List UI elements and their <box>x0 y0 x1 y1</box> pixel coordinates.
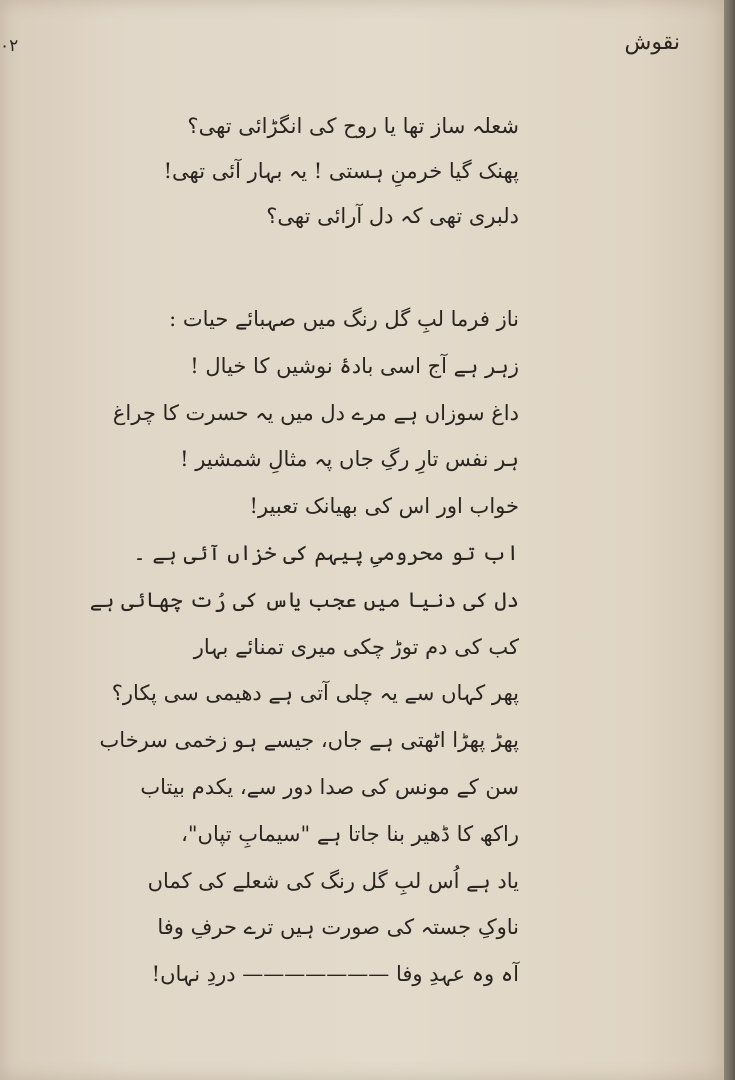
poem-line: خواب اور اس کی بھیانک تعبیر! <box>249 494 519 519</box>
poem-line: دل کی دنیا میں عجب یاس کی رُت چھائی ہے <box>89 587 519 612</box>
poem-line: کب کی دم توڑ چکی میری تمنائے بہار <box>193 634 519 659</box>
poem-line: پھر کہاں سے یہ چلی آتی ہے دھیمی سی پکار؟ <box>111 681 519 706</box>
poem-line: ناوکِ جستہ کی صورت ہیں ترے حرفِ وفا <box>157 915 519 940</box>
poem-line: سن کے مونس کی صدا دور سے، یکدم بیتاب <box>140 774 519 799</box>
poem-line: پھنک گیا خرمنِ ہستی ! یہ بہار آئی تھی! <box>163 159 519 183</box>
poem-line: زہر ہے آج اسی بادۂ نوشیں کا خیال ! <box>190 353 519 378</box>
page-number: ۰۲ <box>0 36 19 56</box>
page-edge <box>724 0 735 1080</box>
poem-stanza-1 <box>163 104 519 239</box>
poem-line: پھڑ پھڑا اٹھتی ہے جاں، جیسے ہو زخمی سرخاب <box>99 728 519 753</box>
poem-line: دلبری تھی کہ دل آرائی تھی؟ <box>266 204 519 228</box>
poem-line: آہ وہ عہدِ وفا ——————— دردِ نہاں! <box>151 962 519 987</box>
poem-line: ناز فرما لبِ گل رنگ میں صہبائے حیات : <box>169 307 519 331</box>
poem-stanza-2 <box>89 296 519 998</box>
poem-line: ہر نفس تارِ رگِ جاں پہ مثالِ شمشیر ! <box>180 447 519 472</box>
poem-line: اب تو محرومیِ پیہم کی خزاں آئی ہے ۔ <box>133 540 519 565</box>
poem-line: راکھ کا ڈھیر بنا جاتا ہے "سیمابِ تپاں"، <box>181 821 519 846</box>
poem-line: شعلہ ساز تھا یا روح کی انگڑائی تھی؟ <box>187 114 519 138</box>
poem-line: یاد ہے اُس لبِ گل رنگ کی شعلے کی کماں <box>147 868 519 893</box>
poem-line: داغ سوزاں ہے مرے دل میں یہ حسرت کا چراغ <box>112 400 519 425</box>
running-head: نقوش <box>624 30 680 55</box>
